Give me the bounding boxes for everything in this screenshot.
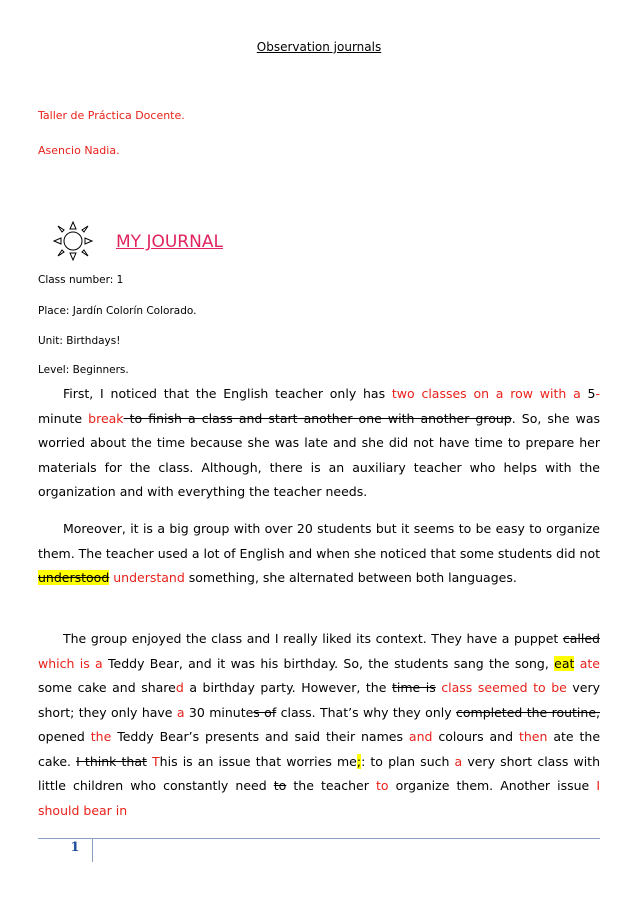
- paragraph-1: First, I noticed that the English teacher only has two classes on a row with a 5- minute break to finish a class and start another one with another group. So, she was worried about the time because she was late and she did not have time to prepare her materials for the class. Although, there is an auxiliary teacher who helps with the organization and with everything the teacher needs.: [38, 386, 600, 499]
- level: Level: Beginners.: [38, 364, 129, 376]
- author-name: Asencio Nadia.: [38, 144, 120, 157]
- school-name: Taller de Práctica Docente.: [38, 109, 185, 122]
- footer-rule: [38, 838, 600, 839]
- paragraph-2: Moreover, it is a big group with over 20 students but it seems to be easy to organize them. The teacher used a lot of English and when she noticed that some students did not understood understand something, she alternated between both languages.: [38, 521, 600, 585]
- sun-icon: [50, 218, 96, 264]
- unit: Unit: Birthdays!: [38, 335, 121, 347]
- document-title: Observation journals: [256, 40, 382, 54]
- class-number: Class number: 1: [38, 274, 124, 286]
- place: Place: Jardín Colorín Colorado.: [38, 305, 197, 317]
- page-number: 1: [70, 840, 80, 855]
- journal-heading: MY JOURNAL: [116, 232, 223, 252]
- paragraph-3: The group enjoyed the class and I really liked its context. They have a puppet called which is a Teddy Bear, and it was his birthday. So, the students sang the song, eat ate some cake and shared a birthday party. However, the time is class seemed to be very short; they only have a 30 minutes of class. That’s why they only completed the routine, opened the Teddy Bear’s presents and said their names and colours and then ate the cake. I think that This is an issue that worries me;: to plan such a very short class with little children who constantly need to the teacher to organize them. Another issue I should bear in: [38, 631, 601, 818]
